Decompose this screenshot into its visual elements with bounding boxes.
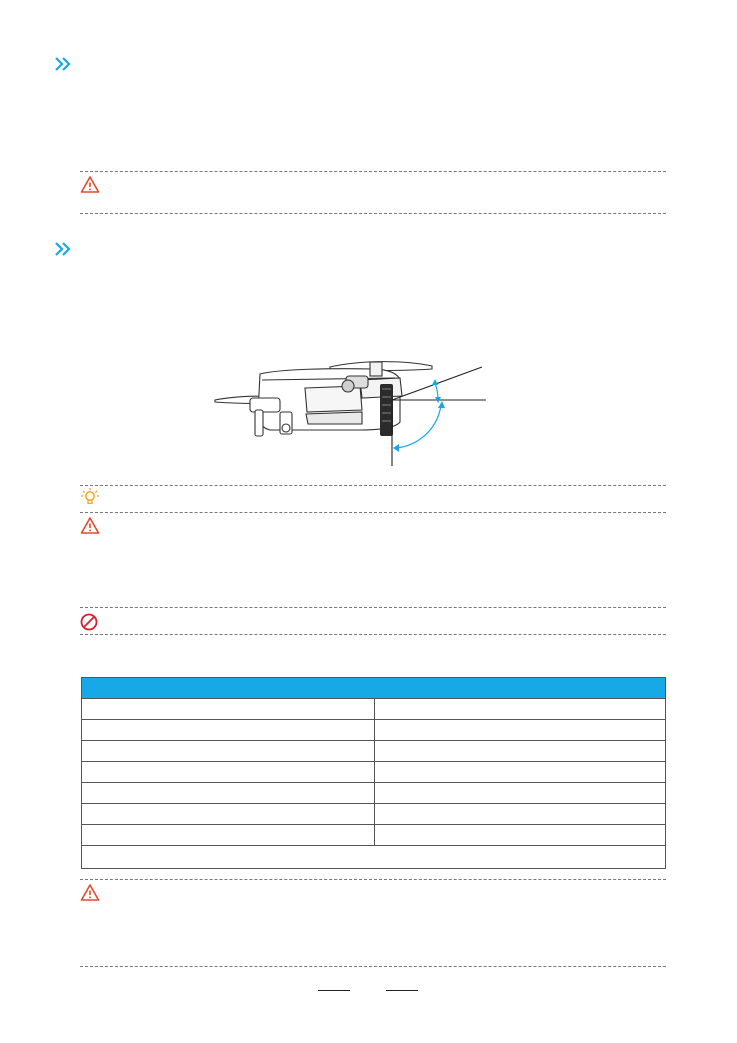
table-row — [82, 762, 665, 783]
warning-triangle-icon — [80, 883, 100, 903]
table-cell — [82, 720, 375, 740]
table-row — [82, 804, 665, 825]
table-row — [82, 741, 665, 762]
table-cell — [374, 699, 666, 719]
table-cell — [82, 825, 375, 845]
note-divider-bottom — [80, 213, 666, 214]
table-footer — [82, 846, 665, 868]
prohibited-divider-bottom — [80, 634, 666, 635]
footer-nav-link[interactable] — [318, 990, 350, 991]
table-cell — [374, 825, 666, 845]
table-row — [82, 720, 665, 741]
warning-divider-top — [80, 879, 666, 880]
table-row — [82, 699, 665, 720]
table-cell — [374, 720, 666, 740]
table-cell — [82, 699, 375, 719]
table-cell — [82, 741, 375, 761]
double-chevron-right-icon — [54, 56, 74, 72]
table-cell — [374, 741, 666, 761]
table-cell — [374, 762, 666, 782]
warning-triangle-icon — [80, 516, 100, 536]
double-chevron-right-icon — [54, 241, 74, 257]
table-cell — [82, 804, 375, 824]
table-header — [82, 678, 665, 699]
table-cell — [82, 762, 375, 782]
prohibited-divider-top — [80, 607, 666, 608]
note-divider-top — [80, 171, 666, 172]
tip-divider-top — [80, 485, 666, 486]
spec-table — [81, 677, 666, 869]
drone-gimbal-tilt-illustration — [210, 352, 500, 470]
prohibited-icon — [79, 612, 99, 632]
warning-triangle-icon — [80, 175, 100, 195]
footer-nav-link[interactable] — [386, 990, 418, 991]
table-cell — [374, 804, 666, 824]
table-row — [82, 783, 665, 804]
warning-divider-bottom — [80, 966, 666, 967]
warning-divider-top — [80, 512, 666, 513]
lightbulb-icon — [80, 487, 100, 507]
table-cell — [374, 783, 666, 803]
table-row — [82, 825, 665, 846]
table-cell — [82, 783, 375, 803]
